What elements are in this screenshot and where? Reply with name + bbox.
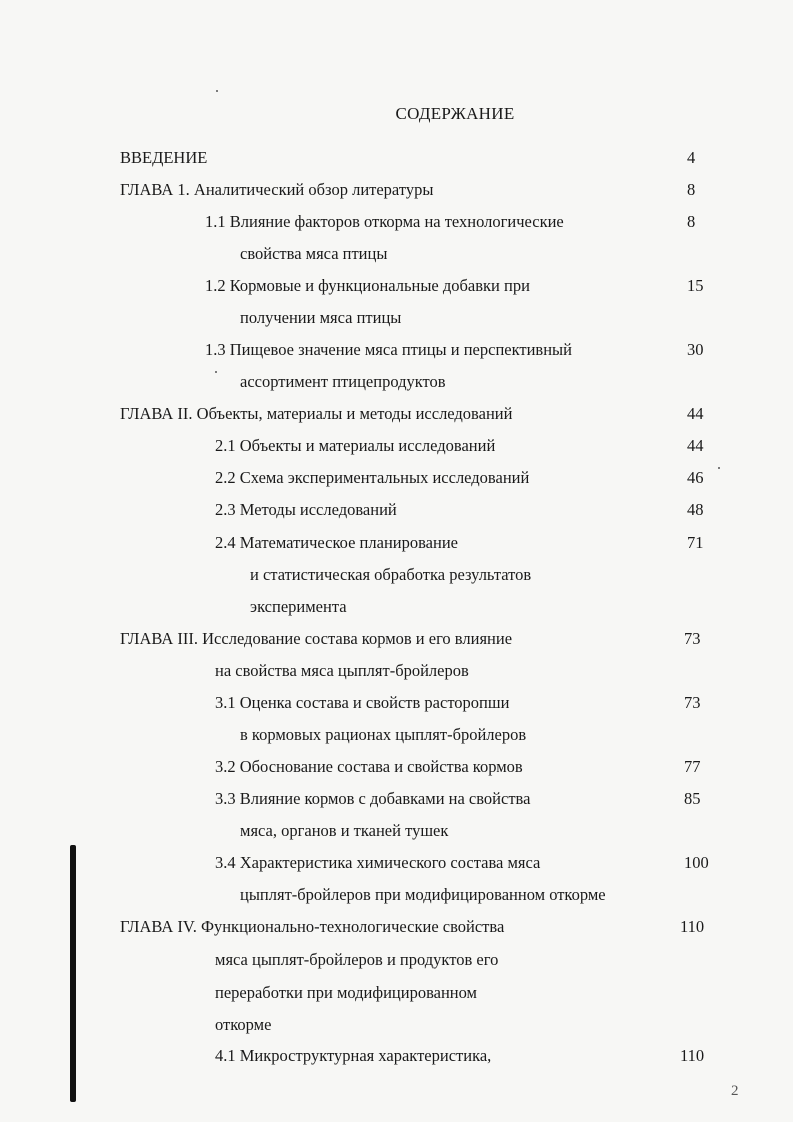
toc-entry-2-4-cont: и статистическая обработка результатов <box>250 565 532 584</box>
toc-entry-1-1: 1.1 Влияние факторов откорма на технологические <box>205 212 564 231</box>
toc-page-3-4: 100 <box>684 853 709 872</box>
toc-page-1-1: 8 <box>687 212 696 231</box>
toc-entry-3-4: 3.4 Характеристика химического состава мяса <box>215 853 541 872</box>
toc-entry-3-1: 3.1 Оценка состава и свойств расторопши <box>215 693 510 712</box>
scan-speck <box>718 467 720 469</box>
toc-entry-chapter-3-cont: на свойства мяса цыплят-бройлеров <box>215 661 469 680</box>
toc-page-chapter-1: 8 <box>687 180 696 199</box>
toc-page-intro: 4 <box>687 148 696 167</box>
toc-entry-3-2: 3.2 Обоснование состава и свойства кормов <box>215 757 523 776</box>
toc-entry-2-4: 2.4 Математическое планирование <box>215 533 458 552</box>
toc-page-chapter-2: 44 <box>687 404 704 423</box>
toc-entry-2-1: 2.1 Объекты и материалы исследований <box>215 436 496 455</box>
toc-entry-3-3-cont: мяса, органов и тканей тушек <box>240 821 449 840</box>
toc-page-chapter-3: 73 <box>684 629 701 648</box>
toc-entry-chapter-4-cont: мяса цыплят-бройлеров и продуктов его <box>215 950 499 969</box>
toc-entry-1-2: 1.2 Кормовые и функциональные добавки при <box>205 276 530 295</box>
toc-entry-3-1-cont: в кормовых рационах цыплят-бройлеров <box>240 725 527 744</box>
footer-page-number: 2 <box>731 1083 739 1099</box>
toc-page-1-3: 30 <box>687 340 704 359</box>
toc-page-chapter-4: 110 <box>680 917 705 936</box>
toc-entry-4-1: 4.1 Микроструктурная характеристика, <box>215 1046 492 1065</box>
toc-entry-1-1-cont: свойства мяса птицы <box>240 244 388 263</box>
toc-page-2-1: 44 <box>687 436 704 455</box>
toc-page-4-1: 110 <box>680 1046 705 1065</box>
toc-entry-intro: ВВЕДЕНИЕ <box>120 148 208 167</box>
toc-entry-1-3-cont: ассортимент птицепродуктов <box>240 372 446 391</box>
toc-page-3-2: 77 <box>684 757 701 776</box>
toc-page-3-1: 73 <box>684 693 701 712</box>
toc-entry-chapter-3: ГЛАВА III. Исследование состава кормов и его влияние <box>120 629 513 648</box>
toc-entry-2-4-cont2: эксперимента <box>250 597 347 616</box>
toc-entry-3-3: 3.3 Влияние кормов с добавками на свойства <box>215 789 531 808</box>
toc-entry-chapter-4-cont2: переработки при модифицированном <box>215 983 478 1002</box>
page-title: СОДЕРЖАНИЕ <box>395 104 515 123</box>
toc-entry-chapter-4: ГЛАВА IV. Функционально-технологические свойства <box>120 917 505 936</box>
toc-entry-chapter-1: ГЛАВА 1. Аналитический обзор литературы <box>120 180 434 199</box>
scan-speck <box>215 371 217 373</box>
toc-entry-1-3: 1.3 Пищевое значение мяса птицы и перспективный <box>205 340 572 359</box>
toc-entry-3-4-cont: цыплят-бройлеров при модифицированном откорме <box>240 885 606 904</box>
toc-entry-chapter-4-cont3: откорме <box>215 1015 272 1034</box>
toc-page-2-4: 71 <box>687 533 704 552</box>
toc-page-1-2: 15 <box>687 276 704 295</box>
scan-speck <box>216 90 218 92</box>
toc-page-2-2: 46 <box>687 468 704 487</box>
toc-page-3-3: 85 <box>684 789 701 808</box>
toc-entry-chapter-2: ГЛАВА II. Объекты, материалы и методы исследований <box>120 404 513 423</box>
toc-entry-2-3: 2.3 Методы исследований <box>215 500 397 519</box>
toc-entry-2-2: 2.2 Схема экспериментальных исследований <box>215 468 530 487</box>
toc-page-2-3: 48 <box>687 500 704 519</box>
scan-edge-shadow <box>70 845 76 1102</box>
toc-entry-1-2-cont: получении мяса птицы <box>240 308 402 327</box>
